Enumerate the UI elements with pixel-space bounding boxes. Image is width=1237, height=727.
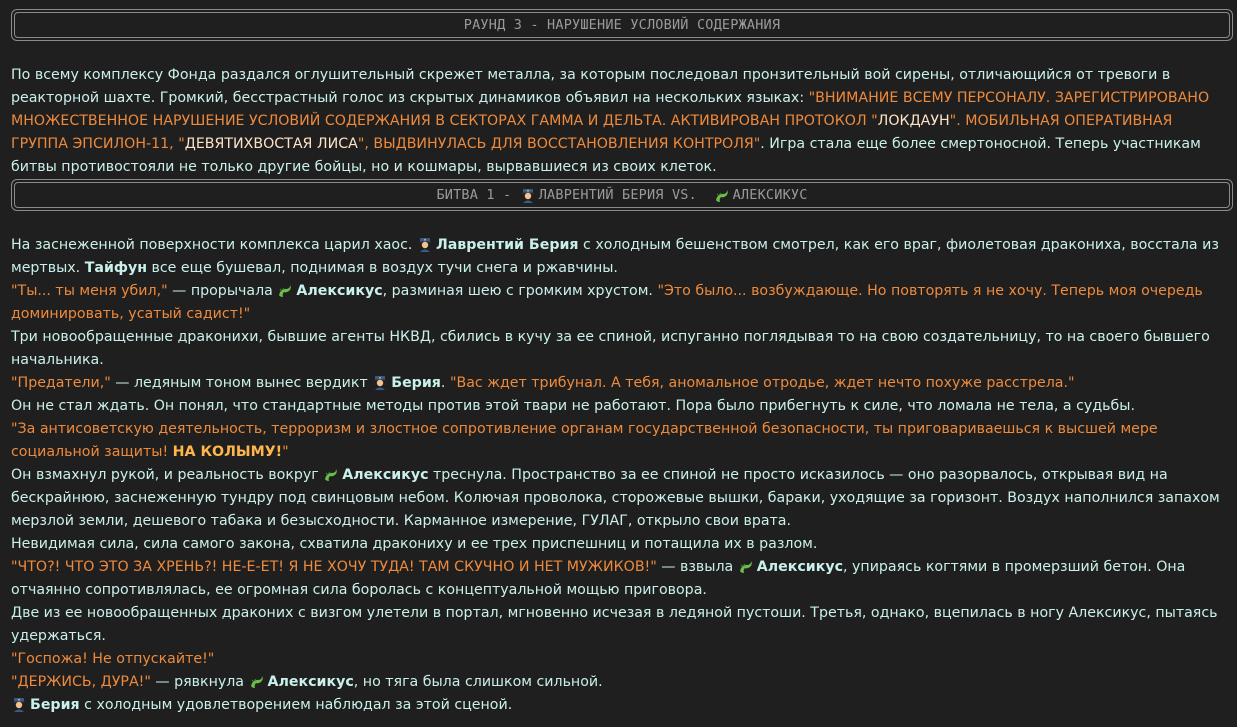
character-name: Алексикус [267,674,354,690]
dialogue: "ЧТО?! ЧТО ЭТО ЗА ХРЕНЬ?! НЕ-Е-ЕТ! Я НЕ ХОЧУ ТУДА! ТАМ СКУЧНО И НЕТ МУЖИКОВ!" [11,559,657,575]
story-line [11,648,1226,671]
narration: Он взмахнул рукой, и реальность вокруг [11,467,324,483]
story-line: Две из ее новообращенных драконих с визгом улетели в портал, мгновенно исчезая в ледяной пустоши. Третья, однако, вцепилась в ногу Алексикус, пытаясь удержаться. [11,605,1218,644]
narration: — взвыла [656,559,738,575]
story-line: Три новообращенные дракониxи, бывшие агенты НКВД, сбились в кучу за ее спиной, испуганно поглядывая то на свою создательницу, то на своего бывшего начальника. [11,329,1210,368]
intro-text-end: . Игра стала еще более смертоносной. Теперь участникам битвы противостояли не только другие бойцы, но и кошмары, вырвавшиеся из своих клеток. [11,136,1201,175]
character-name: Тайфун [84,260,148,276]
fighter-1-name: ЛАВРЕНТИЙ БЕРИЯ [538,186,664,203]
dialogue: " [282,444,289,460]
dialogue: "ДЕРЖИСЬ, ДУРА!" [11,674,151,690]
dragon-emoji-icon [249,673,265,689]
narration: с холодным бешенством смотрел, как его враг, фиолетовая дракониха, восстала из мертвых. [11,237,1219,276]
story-line [11,234,1226,280]
battle-prefix: БИТВА 1 - [436,186,512,203]
dialogue: "За антисоветскую деятельность, терроризм и злостное сопротивление органам государственной безопасности, ты приговариваешься к высшей мере социальной защиты! [11,421,1158,460]
dialogue: "Ты... ты меня убил," [11,283,168,299]
chat-message [0,9,1226,717]
narration: На заснеженной поверхности комплекса царил хаос. [11,237,417,253]
narration: , но тяга была слишком сильной. [353,674,603,690]
officer-emoji-icon [520,187,536,203]
dialogue: "Вас ждет трибунал. А тебя, аномальное отродье, ждет нечто похуже расстрела." [449,375,1075,391]
officer-emoji-icon [372,374,388,390]
fighter-2-name: АЛЕКСИКУС [732,186,808,203]
announcement-part: ", ВЫДВИНУЛАСЬ ДЛЯ ВОССТАНОВЛЕНИЯ КОНТРОЛЯ" [357,136,761,152]
character-name: Алексикус [756,559,843,575]
character-name: Берия [30,697,80,713]
versus-label: VS. [663,186,706,203]
dialogue: "Это было... возбуждающе. Но повторять я не хочу. Теперь моя очередь доминировать, усатый садист!" [11,283,1203,322]
officer-emoji-icon [417,236,433,252]
battle-banner [11,179,1233,211]
character-name: Берия [391,375,441,391]
announcement-part: ". МОБИЛЬНАЯ ОПЕРАТИВНАЯ ГРУППА ЭПСИЛОН-11, " [11,113,1173,152]
dialogue: "Госпожа! Не отпускайте!" [11,651,215,667]
round-banner [11,9,1233,41]
narration: все еще бушевал, поднимая в воздух тучи снега и ржавчины. [147,260,618,276]
narration: . [440,375,450,391]
narration: — прорычала [167,283,278,299]
story-line [11,418,1226,464]
dragon-emoji-icon [738,558,754,574]
story-line [11,556,1226,602]
intro-text: По всему комплексу Фонда раздался оглушительный скрежет металла, за которым последовал пронзительный вой сирены, отличающийся от тревоги в реакторной шахте. Громкий, бесстрастный голос из скрытых динамиков объявил на нескольких языках: [11,67,1171,106]
dialogue-emphasis: НА КОЛЫМУ! [172,444,283,460]
intro-paragraph [11,64,1226,179]
story-line [11,464,1226,533]
story-line [11,372,1226,395]
story-line: Невидимая сила, сила самого закона, схватила дракониху и ее трех приспешниц и потащила их в разлом. [11,536,818,552]
dialogue: "Предатели," [11,375,111,391]
narration: , упираясь когтями в промерзший бетон. Она отчаянно сопротивлялась, ее огромная сила боролась с концептуальной мощью приговора. [11,559,1186,598]
narration: , разминая шею с громким хрустом. [382,283,658,299]
story-line [11,671,1226,694]
narration: треснула. Пространство за ее спиной не просто исказилось — оно разорвалось, открывая вид на бескрайнюю, заснеженную тундру под свинцовым небом. Колючая проволока, сторожевые вышки, бараки, уходящие за горизонт. Воздух наполнился запахом мерзлой земли, дешевого табака и безысходности. Карманное измерение, ГУЛАГ, открыло свои врата. [11,467,1220,529]
character-name: Лаврентий Берия [435,237,579,253]
dragon-emoji-icon [277,282,293,298]
officer-emoji-icon [11,696,27,712]
announcement-word: ЛОКДАУН [877,113,950,129]
story-line: Он не стал ждать. Он понял, что стандартные методы против этой твари не работают. Пора было прибегнуть к силе, что ломала не тела, а судьбы. [11,398,1135,414]
announcement-part: "ВНИМАНИЕ ВСЕМУ ПЕРСОНАЛУ. ЗАРЕГИСТРИРОВАНО МНОЖЕСТВЕННОЕ НАРУШЕНИЕ УСЛОВИЙ СОДЕРЖАНИЯ В СЕКТОРАХ ГАММА И ДЕЛЬТА. АКТИВИРОВАН ПРОТОКОЛ " [11,90,1210,129]
narration: — ледяным тоном вынес вердикт [110,375,373,391]
dragon-emoji-icon [323,466,339,482]
dragon-emoji-icon [714,187,730,203]
story-line [11,694,1226,717]
story-line [11,280,1226,326]
announcement-word: ДЕВЯТИХВОСТАЯ ЛИСА [184,136,358,152]
narration: — рявкнула [150,674,249,690]
character-name: Алексикус [296,283,383,299]
narration: с холодным удовлетворением наблюдал за этой сценой. [79,697,513,713]
round-banner-title: РАУНД 3 - НАРУШЕНИЕ УСЛОВИЙ СОДЕРЖАНИЯ [14,12,1230,38]
battle-banner-title [14,182,1230,208]
character-name: Алексикус [342,467,429,483]
